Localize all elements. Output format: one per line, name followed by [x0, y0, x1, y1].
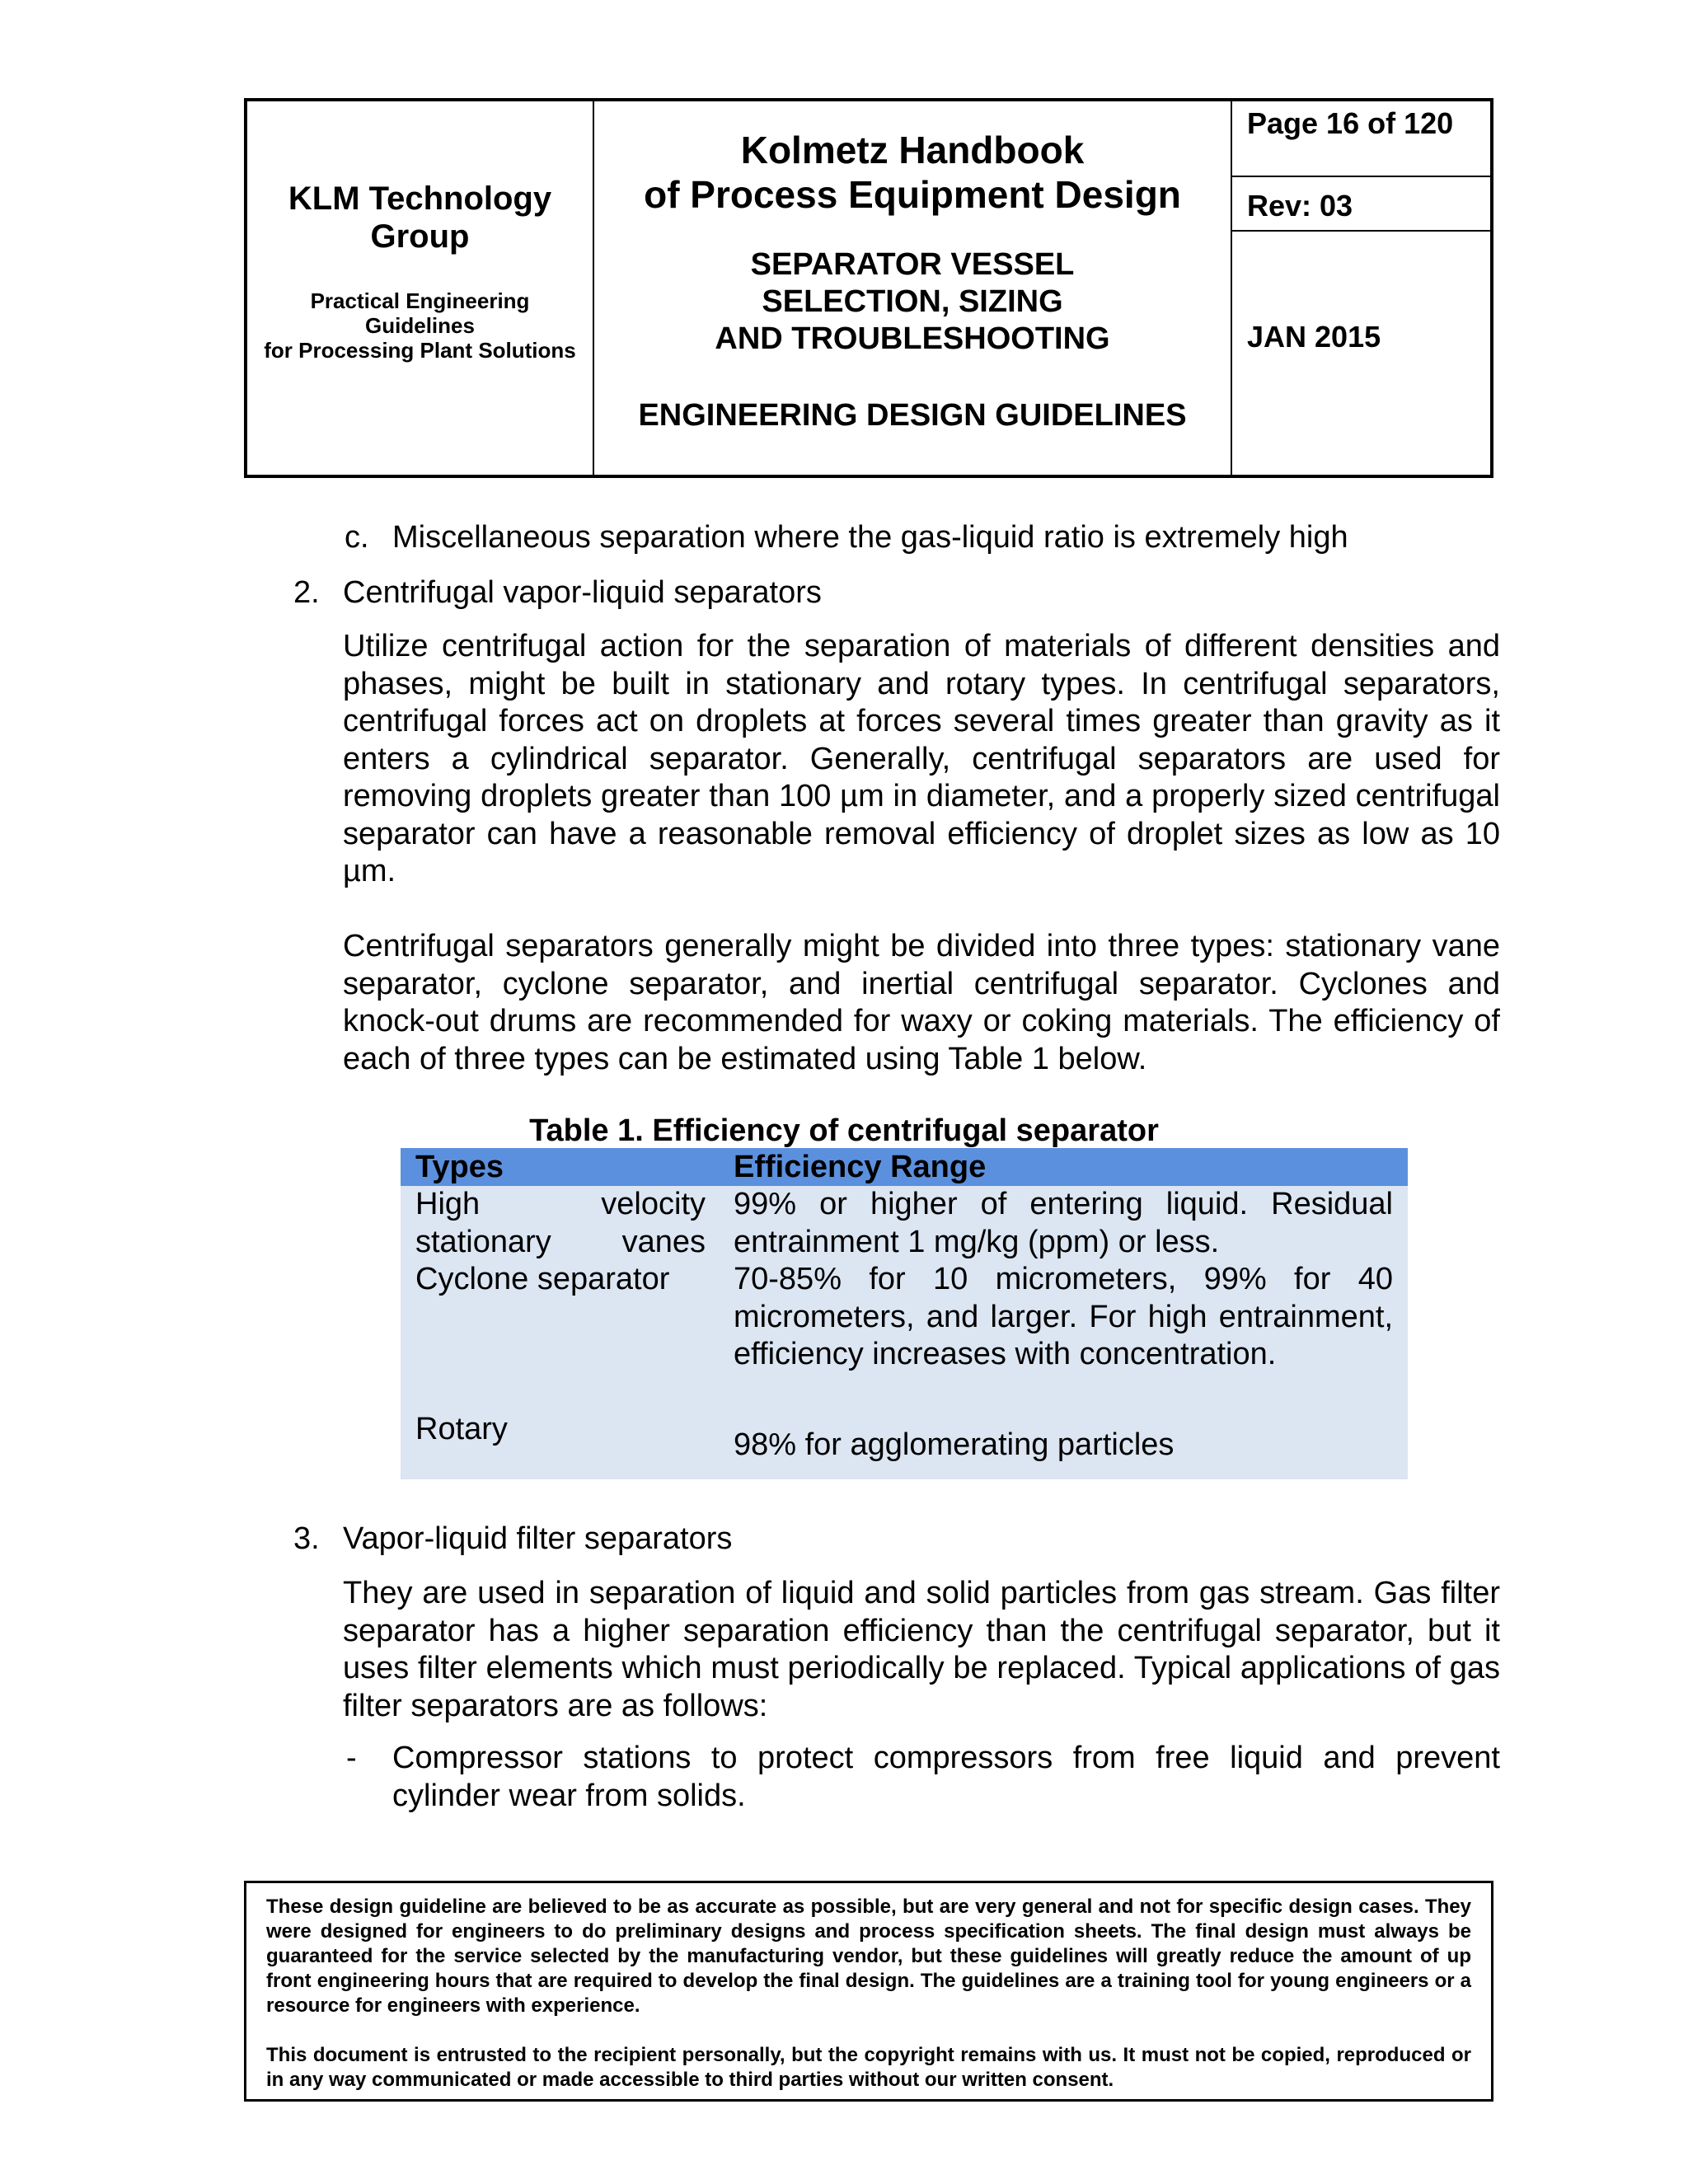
- table-cell-efficiency: 98% for agglomerating particles: [734, 1427, 1175, 1462]
- company-name: KLM Technology Group: [288, 180, 552, 255]
- company-block: [247, 101, 594, 475]
- table-cell-type: Cyclone separator: [415, 1262, 670, 1296]
- item-c-marker: c.: [345, 520, 369, 555]
- item-3-title: Vapor-liquid filter separators: [343, 1521, 733, 1556]
- table-caption: Table 1. Efficiency of centrifugal separator: [529, 1113, 1159, 1148]
- table-header-row: [401, 1148, 1408, 1186]
- table-cell-type: High velocity stationary vanes: [415, 1187, 706, 1259]
- efficiency-table: [401, 1148, 1408, 1479]
- item-2-paragraph-2: Centrifugal separators generally might be divided into three types: stationary vane separator, cyclone separator, and inertial centrifugal separator. Cyclones and knock-out drums are recommended for waxy or coking materials. The efficiency of each of three types can be estimated using Table 1 below.: [343, 929, 1500, 1076]
- disclaimer-footer: [244, 1881, 1493, 2102]
- revision: Rev: 03: [1232, 177, 1490, 232]
- item-2-title: Centrifugal vapor-liquid separators: [343, 575, 822, 610]
- item-3-paragraph: They are used in separation of liquid and solid particles from gas stream. Gas filter separator has a higher separation efficiency than the centrifugal separator, but it uses filter elements which must periodically be replaced. Typical applications of gas filter separators are as follows:: [343, 1576, 1500, 1723]
- document-header: [244, 98, 1493, 478]
- item-3-marker: 3.: [293, 1521, 320, 1556]
- table-cell-efficiency: 70-85% for 10 micrometers, 99% for 40 micrometers, and larger. For high entrainment, efficiency increases with concentration.: [734, 1262, 1393, 1371]
- copyright-paragraph: This document is entrusted to the recipient personally, but the copyright remains with us. It must not be copied, reproduced or in any way communicated or made accessible to third parties without our written consent.: [266, 2044, 1471, 2091]
- title-block: [594, 101, 1232, 475]
- table-header-efficiency: Efficiency Range: [734, 1150, 987, 1184]
- table-cell-type: Rotary: [415, 1412, 508, 1446]
- issue-date: JAN 2015: [1247, 320, 1381, 354]
- handbook-title: Kolmetz Handbook of Process Equipment Design: [644, 129, 1181, 216]
- table-header-types: Types: [415, 1150, 504, 1184]
- subject-title: SEPARATOR VESSEL SELECTION, SIZING AND TROUBLESHOOTING: [715, 247, 1110, 356]
- item-2-marker: 2.: [293, 575, 320, 610]
- item-c-text: Miscellaneous separation where the gas-liquid ratio is extremely high: [392, 520, 1348, 555]
- meta-block: [1232, 101, 1490, 475]
- bullet-item-1: Compressor stations to protect compressors from free liquid and prevent cylinder wear from solids.: [392, 1741, 1500, 1813]
- page-number: Page 16 of 120: [1232, 101, 1490, 177]
- item-2-paragraph-1: Utilize centrifugal action for the separation of materials of different densities and phases, might be built in stationary and rotary types. In centrifugal separators, centrifugal forces act on droplets at forces several times greater than gravity as it enters a cylindrical separator. Generally, centrifugal separators are used for removing droplets greater than 100 µm in diameter, and a properly sized centrifugal separator can have a reasonable removal efficiency of droplet sizes as low as 10 µm.: [343, 629, 1500, 888]
- table-cell-efficiency: 99% or higher of entering liquid. Residual entrainment 1 mg/kg (ppm) or less.: [734, 1187, 1393, 1259]
- doc-type: ENGINEERING DESIGN GUIDELINES: [638, 398, 1187, 433]
- bullet-marker: -: [346, 1741, 357, 1775]
- disclaimer-paragraph: These design guideline are believed to be as accurate as possible, but are very general and not for specific design cases. They were designed for engineers to do preliminary designs and process specification sheets. The final design must always be guaranteed for the service selected by the manufacturing vendor, but these guidelines will greatly reduce the amount of up front engineering hours that are required to develop the final design. The guidelines are a training tool for young engineers or a resource for engineers with experience.: [266, 1896, 1471, 2017]
- company-tagline: Practical Engineering Guidelines for Processing Plant Solutions: [264, 288, 576, 363]
